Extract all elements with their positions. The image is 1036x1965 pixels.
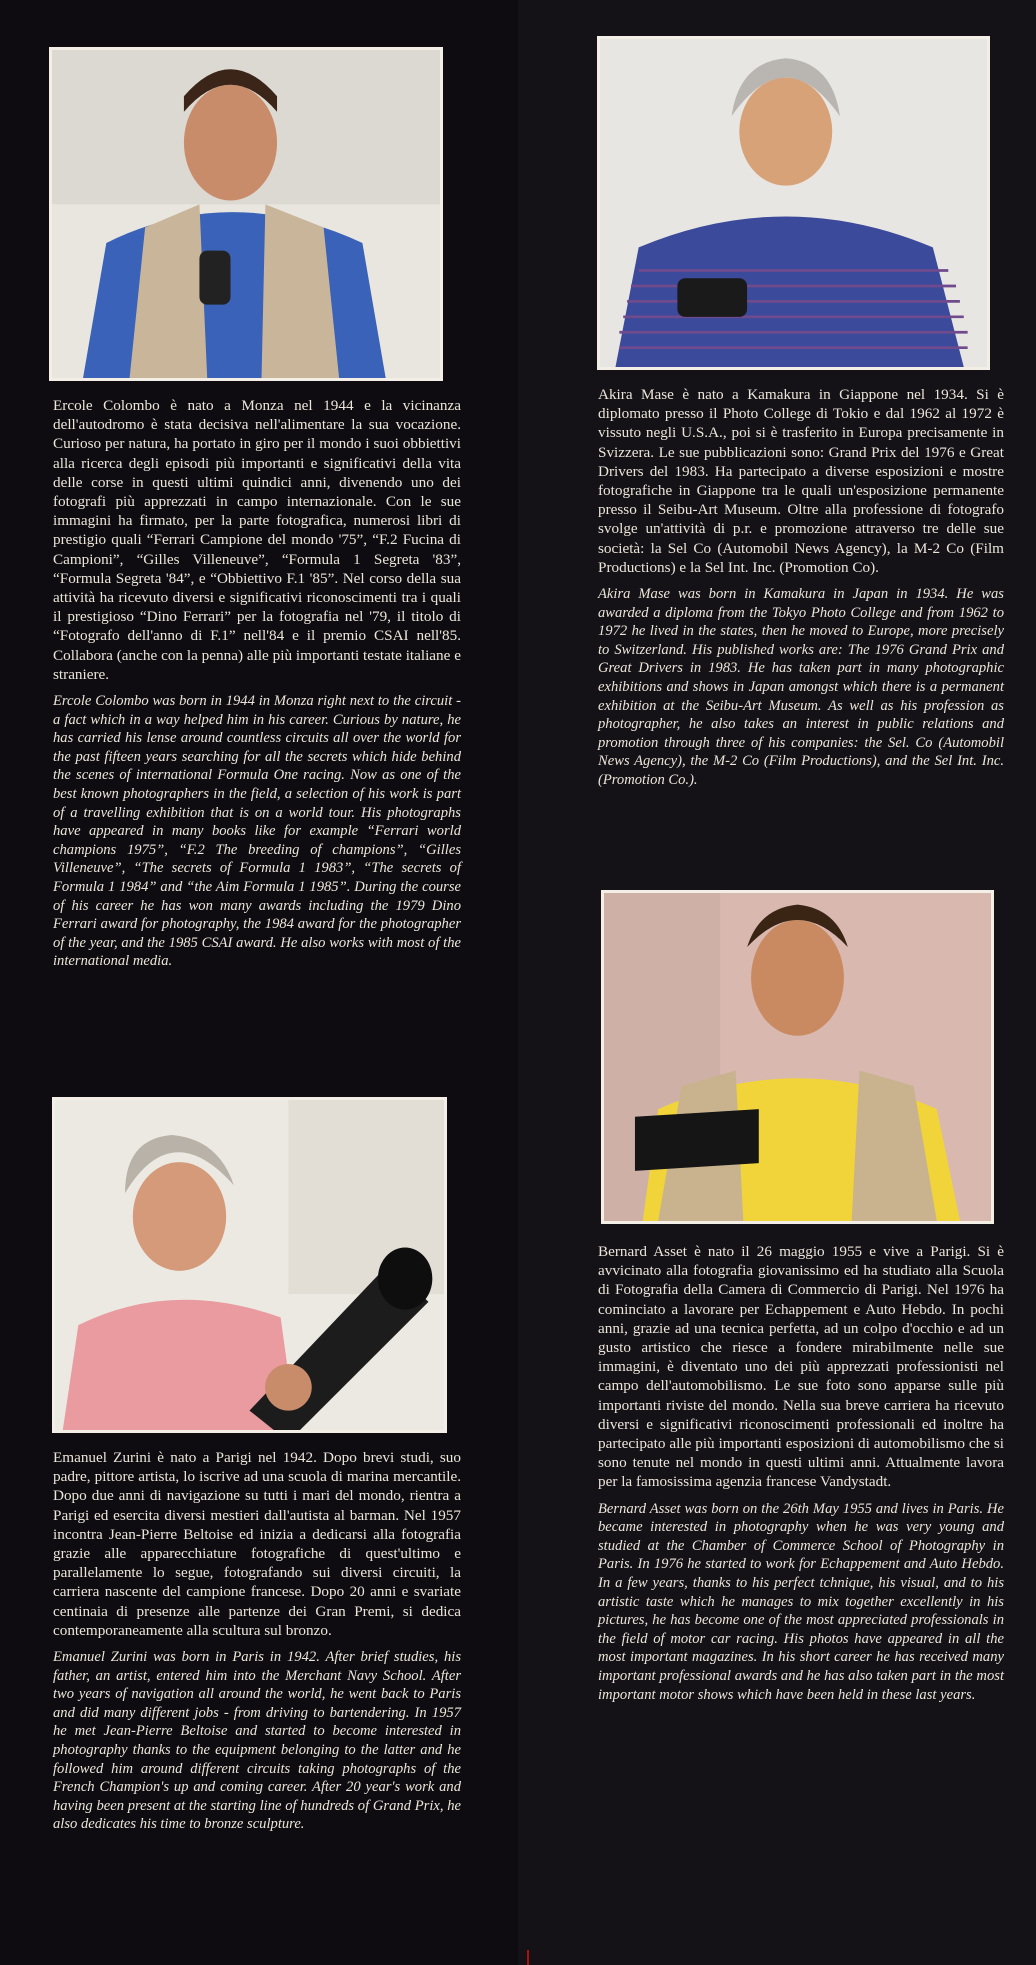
portrait-photo-icon [600, 39, 987, 367]
english-text: Ercole Colombo was born in 1944 in Monza right next to the circuit - a fact which in a way helped him in his career. Curious by nature, he has carried his lense around countless circuits all over the world for the past fifteen years searching for all the secrets which hide behind the scenes of international Formula One racing. Now as one of the best known photographers in the field, a selection of his work is part of a travelling exhibition that is on a world tour. His photographs have appeared in many books like for example “Ferrari world champions 1975”, “F.2 The breeding of champions”, “Gilles Villeneuve”, “The secrets of Formula 1 1983”, “The secrets of Formula 1 1984” and “the Aim Formula 1 1985”. During the course of his career he has won many awards including the 1979 Dino Ferrari award for photography, the 1984 award for the photographer of the year, and the 1985 CSAI award. He also works with most of the international media. [53, 693, 461, 970]
bio-bernard-asset [598, 1242, 1004, 1704]
page-fold-mark [527, 1950, 529, 1965]
bio-emanuel-zurini [53, 1448, 461, 1834]
italian-text: Ercole Colombo è nato a Monza nel 1944 e la vicinanza dell'autodromo è stata decisiva nell'alimentare la sua vocazione. Curioso per natura, ha portato in giro per il mondo i suoi obbiettivi alla ricerca degli episodi più importanti e significativi della vita delle corse in questi ultimi quindici anni, divenendo uno dei fotografi più apprezzati in campo internazionale. Con le sue immagini ha firmato, per la parte fotografica, numerosi libri di prestigio quali “Ferrari Campione del mondo '75”, “F.2 Fucina di Campioni”, “Gilles Villeneuve”, “Formula 1 Segreta '83”, “Formula Segreta '84”, e “Obbiettivo F.1 '85”. Nel corso della sua attività ha ricevuto diversi e significativi riconoscimenti tra i quali il prestigioso “Dino Ferrari” per la fotografia nel '79, il titolo di “Fotografo dell'anno di F.1” nell'84 e il premio CSAI nell'85. Collabora (anche con la penna) alle più importanti testate italiane e straniere. [53, 397, 461, 683]
bio-ercole-colombo [53, 396, 461, 971]
photo-ercole-colombo [49, 47, 443, 381]
photo-emanuel-zurini [52, 1097, 447, 1433]
italian-text: Bernard Asset è nato il 26 maggio 1955 e vive a Parigi. Si è avvicinato alla fotografia giovanissimo ed ha studiato alla Scuola di Fotografia della Camera di Commercio di Parigi. Nel 1976 ha cominciato a lavorare per Echappement e Auto Hebdo. In pochi anni, grazie ad una tecnica perfetta, ad un colpo d'occhio e ad un gusto artistico che riesce a fondere mirabilmente nelle sue immagini, è diventato uno dei più apprezzati professionisti nel campo dell'automobilismo. Le sue foto sono apparse sulle più importanti riviste del mondo. Nella sua breve carriera ha ricevuto diversi e significativi riconoscimenti professionali ed inoltre ha partecipato alle più importanti esposizioni di automobilismo che si sono tenute nel mondo in questi ultimi anni. Attualmente lavora per la famosissima agenzia francese Vandystadt. [598, 1243, 1004, 1491]
english-text: Akira Mase was born in Kamakura in Japan in 1934. He was awarded a diploma from the Tokyo Photo College and from 1962 to 1972 he lived in the states, then he moved to Europe, more precisely to Switzerland. His published works are: The 1976 Grand Prix and Great Drivers in 1983. He has taken part in many photographic exhibitions and shows in Japan amongst which there is a permanent exhibition at the Seibu-Art Museum. As well as his profession as photographer, he also takes an interest in public relations and promotion through three of his companies: the Sel. Co (Automobil News Agency), the M-2 Co (Film Productions), and the Sel Int. Inc. (Promotion Co.). [598, 586, 1004, 788]
italian-text: Emanuel Zurini è nato a Parigi nel 1942. Dopo brevi studi, suo padre, pittore artista, lo iscrive ad una scuola di marina mercantile. Dopo due anni di navigazione su tutti i mari del mondo, rientra a Parigi ed esercita diversi mestieri dall'autista al barman. Nel 1957 incontra Jean-Pierre Beltoise ed inizia a dedicarsi alla fotografia grazie alle apparecchiature fotografiche di quest'ultimo e parallelamente lo segue, fotografando sui diversi circuiti, la carriera nascente del campione francese. Dopo 20 anni e svariate centinaia di presenze alle partenze dei Gran Premi, si dedica contemporaneamente alla scultura sul bronzo. [53, 1449, 461, 1639]
portrait-photo-icon [55, 1100, 444, 1430]
portrait-photo-icon [52, 50, 440, 378]
photo-bernard-asset [601, 890, 994, 1224]
photo-akira-mase [597, 36, 990, 370]
italian-text: Akira Mase è nato a Kamakura in Giappone nel 1934. Si è diplomato presso il Photo College di Tokio e dal 1962 al 1972 è vissuto negli U.S.A., poi si è trasferito in Europa precisamente in Svizzera. Le sue pubblicazioni sono: Grand Prix del 1976 e Great Drivers del 1983. Ha partecipato a diverse esposizioni e mostre fotografiche in Giappone tra le quali un'esposizione permanente presso il Seibu-Art Museum. Oltre alla professione di fotografo svolge un'attività di p.r. e promozione attraverso tre delle sue società: la Sel Co (Automobil News Agency), la M-2 Co (Film Productions) e la Sel Int. Inc. (Promotion Co). [598, 386, 1004, 576]
english-text: Emanuel Zurini was born in Paris in 1942. After brief studies, his father, an artist, entered him into the Merchant Navy School. After two years of navigation all around the world, he went back to Paris and did many different jobs - from driving to bartendering. In 1957 he met Jean-Pierre Beltoise and started to become interested in photography thanks to the equipment belonging to the latter and he followed him around different circuits taking photographs of the French Champion's up and coming career. After 20 year's work and having been present at the starting line of hundreds of Grand Prix, he also dedicates his time to bronze sculpture. [53, 1649, 461, 1833]
english-text: Bernard Asset was born on the 26th May 1955 and lives in Paris. He became interested in photography when he was very young and studied at the Chamber of Commerce School of Photography in Paris. In 1976 he started to work for Echappement and Auto Hebdo. In a few years, thanks to his perfect tchnique, his visual, and to his artistic taste which he manages to mix together excellently in his pictures, he has become one of the most appreciated professionals in the field of motor car racing. His photos have appeared in all the most important magazines. In his short career he has received many important professional awards and he has also taken part in the most important motor shows which have been held in these last years. [598, 1500, 1004, 1703]
portrait-photo-icon [604, 893, 991, 1221]
bio-akira-mase [598, 385, 1004, 790]
